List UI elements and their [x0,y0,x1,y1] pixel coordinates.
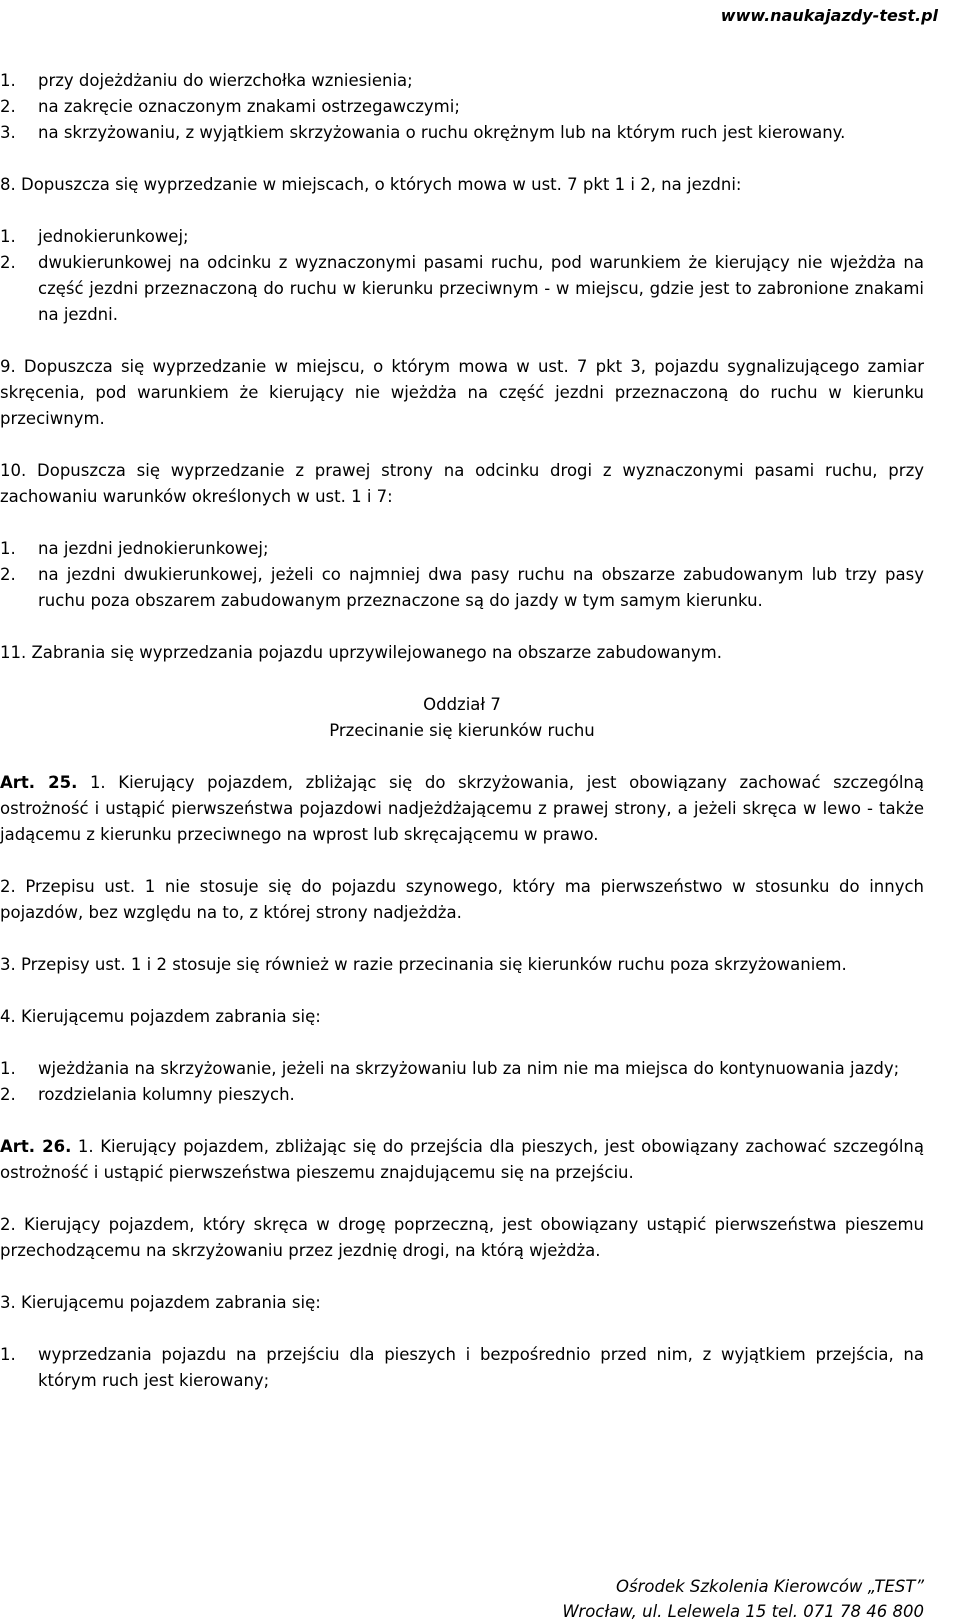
list-item: 1. wjeżdżania na skrzyżowanie, jeżeli na skrzyżowaniu lub za nim nie ma miejsca do kontynuowania jazdy; [0,1059,900,1078]
paragraph-10: 10. Dopuszcza się wyprzedzanie z prawej strony na odcinku drogi z wyznaczonymi pasami ruchu, przy zachowaniu warunków określonych w ust. 1 i 7: [0,461,924,506]
paragraph-9: 9. Dopuszcza się wyprzedzanie w miejscu, o którym mowa w ust. 7 pkt 3, pojazdu sygnalizującego zamiar skręcenia, pod warunkiem że kierujący nie wjeżdża na część jezdni przeznaczoną do ruchu w kierunku przeciwnym. [0,357,924,428]
list-item: 2. rozdzielania kolumny pieszych. [0,1085,295,1104]
article-26-paragraph-1: Art. 26. 1. Kierujący pojazdem, zbliżając się do przejścia dla pieszych, jest obowiązany zachować szczególną ostrożność i ustąpić pierwszeństwa pieszemu znajdującemu się na przejściu. [0,1137,924,1182]
footer [562,1574,924,1624]
article-26-paragraph-3: 3. Kierującemu pojazdem zabrania się: [0,1293,321,1312]
section-heading [0,692,924,744]
list-item: 3. na skrzyżowaniu, z wyjątkiem skrzyżowania o ruchu okrężnym lub na którym ruch jest kierowany. [0,123,846,142]
paragraph-8: 8. Dopuszcza się wyprzedzanie w miejscach, o których mowa w ust. 7 pkt 1 i 2, na jezdni: [0,175,742,194]
list-item: 2. na zakręcie oznaczonym znakami ostrzegawczymi; [0,97,460,116]
list-item: 1. jednokierunkowej; [0,227,189,246]
article-25-paragraph-3: 3. Przepisy ust. 1 i 2 stosuje się również w razie przecinania się kierunków ruchu poza skrzyżowaniem. [0,955,847,974]
list-block-5 [0,1342,924,1394]
list-block-3 [0,536,924,614]
list-item: 1. na jezdni jednokierunkowej; [0,539,269,558]
list-item: 1. wyprzedzania pojazdu na przejściu dla pieszych i bezpośrednio przed nim, z wyjątkiem przejścia, na którym ruch jest kierowany; [0,1345,924,1390]
list-item: 2. dwukierunkowej na odcinku z wyznaczonymi pasami ruchu, pod warunkiem że kierujący nie wjeżdża na część jezdni przeznaczoną do ruchu w kierunku przeciwnym - w miejscu, gdzie jest to zabronione znakami na jezdni. [0,253,924,324]
article-label: Art. 26. [0,1137,72,1156]
section-number: Oddział 7 [423,695,501,714]
article-25-paragraph-2: 2. Przepisu ust. 1 nie stosuje się do pojazdu szynowego, który ma pierwszeństwo w stosunku do innych pojazdów, bez względu na to, z której strony nadjeżdża. [0,877,924,922]
paragraph-11: 11. Zabrania się wyprzedzania pojazdu uprzywilejowanego na obszarze zabudowanym. [0,643,722,662]
list-block-2 [0,224,924,328]
article-25-paragraph-1: Art. 25. 1. Kierujący pojazdem, zbliżając się do skrzyżowania, jest obowiązany zachować szczególną ostrożność i ustąpić pierwszeństwa pojazdowi nadjeżdżającemu z prawej strony, a jeżeli skręca w lewo - także jadącemu z kierunku przeciwnego na wprost lub skręcającemu w prawo. [0,773,924,844]
footer-school-name: Ośrodek Szkolenia Kierowców „TEST” [616,1577,924,1596]
list-item: 2. na jezdni dwukierunkowej, jeżeli co najmniej dwa pasy ruchu na obszarze zabudowanym lub trzy pasy ruchu poza obszarem zabudowanym przeznaczone są do jazdy w tym samym kierunku. [0,565,924,610]
list-block-4 [0,1056,924,1108]
list-block-1 [0,68,924,146]
article-label: Art. 25. [0,773,78,792]
site-url: www.naukajazdy-test.pl [720,6,938,25]
footer-address: Wrocław, ul. Lelewela 15 tel. 071 78 46 800 [562,1602,924,1621]
section-title: Przecinanie się kierunków ruchu [329,721,595,740]
document-body [0,68,924,1420]
list-item: 1. przy dojeżdżaniu do wierzchołka wzniesienia; [0,71,413,90]
article-26-paragraph-2: 2. Kierujący pojazdem, który skręca w drogę poprzeczną, jest obowiązany ustąpić pierwszeństwa pieszemu przechodzącemu na skrzyżowaniu przez jezdnię drogi, na którą wjeżdża. [0,1215,924,1260]
article-25-paragraph-4: 4. Kierującemu pojazdem zabrania się: [0,1007,321,1026]
